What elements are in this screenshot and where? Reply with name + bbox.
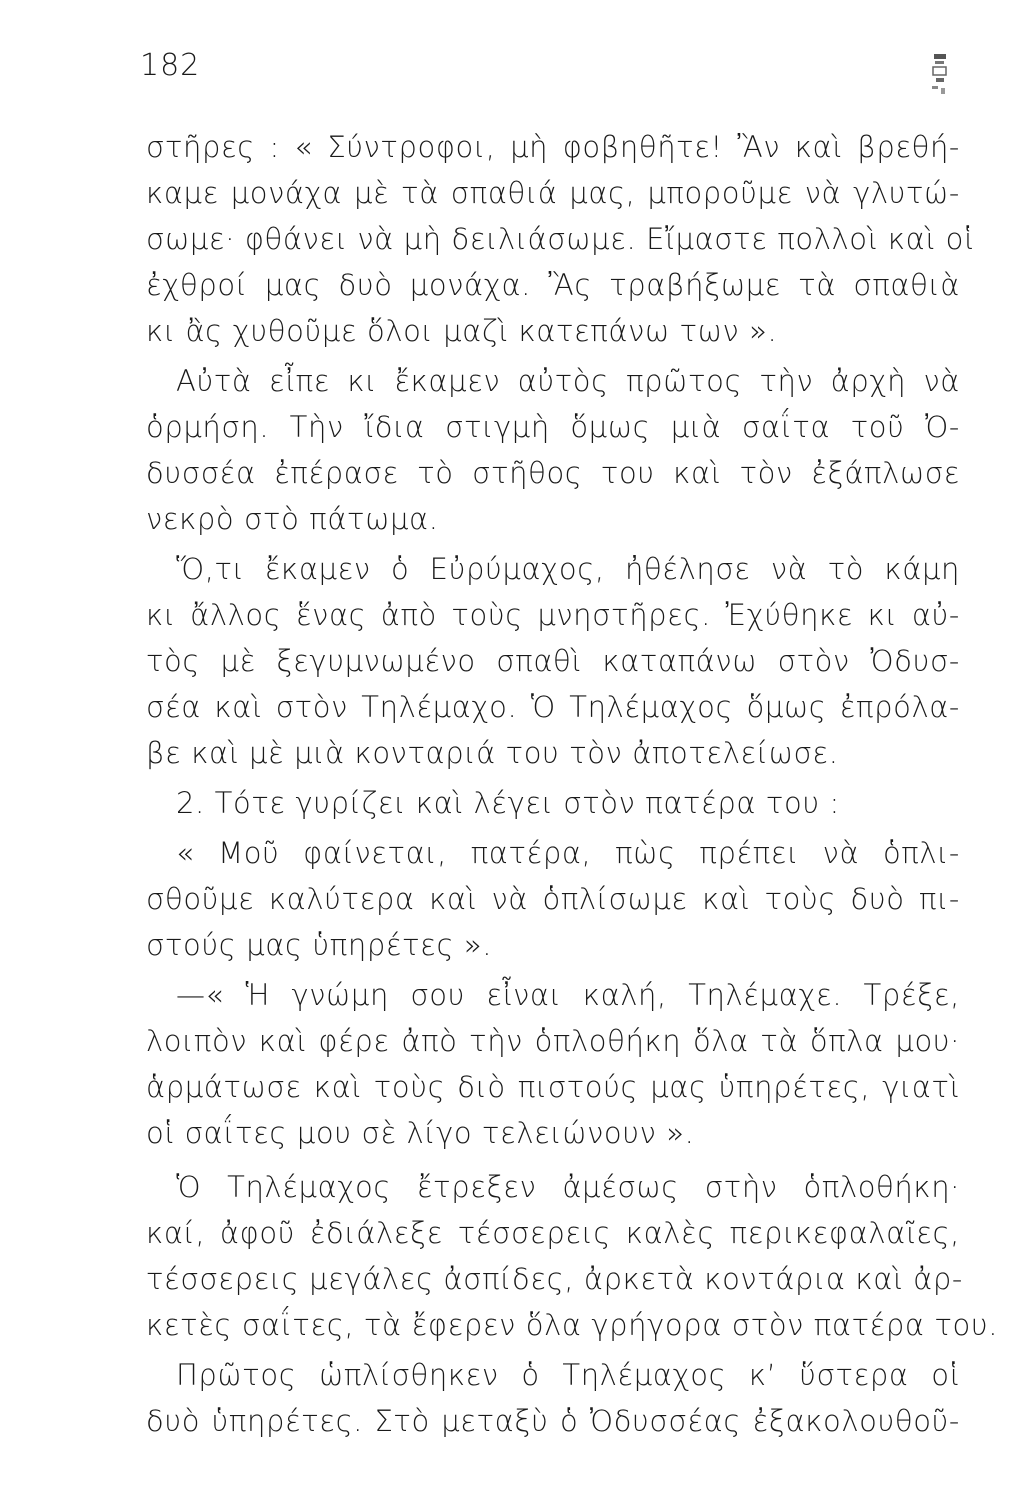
text-line: ὁρμήση. Τὴν ἴδια στιγμὴ ὅμως μιὰ σαΐτα τοῦ Ὀ- (146, 410, 960, 444)
text-line: ἁρμάτωσε καὶ τοὺς διὸ πιστούς μας ὑπηρέτες, γιατὶ (146, 1070, 960, 1104)
text-line: οἱ σαΐτες μου σὲ λίγο τελειώνουν ». (146, 1116, 695, 1150)
text-line: κι ἂς χυθοῦμε ὅλοι μαζὶ κατεπάνω των ». (146, 314, 778, 348)
text-line: καμε μονάχα μὲ τὰ σπαθιά μας, μποροῦμε νὰ γλυτώ- (146, 176, 960, 210)
text-line: δυσσέα ἐπέρασε τὸ στῆθος του καὶ τὸν ἐξάπλωσε (146, 456, 960, 490)
body-text (146, 124, 999, 1444)
paragraph-first-line: —« Ἡ γνώμη σου εἶναι καλή, Τηλέμαχε. Τρέξε, (176, 978, 960, 1012)
text-line: λοιπὸν καὶ φέρε ἀπὸ τὴν ὁπλοθήκη ὅλα τὰ ὅπλα μου· (146, 1024, 960, 1058)
text-line: τὸς μὲ ξεγυμνωμένο σπαθὶ καταπάνω στὸν Ὀδυσ- (146, 644, 960, 678)
text-line: καί, ἀφοῦ ἐδιάλεξε τέσσερεις καλὲς περικεφαλαῖες, (146, 1216, 960, 1250)
text-line: σθοῦμε καλύτερα καὶ νὰ ὁπλίσωμε καὶ τοὺς δυὸ πι- (146, 882, 960, 916)
paragraph-first-line: Πρῶτος ὡπλίσθηκεν ὁ Τηλέμαχος κ’ ὕστερα οἱ (176, 1358, 960, 1392)
scan-mark-icon (928, 52, 948, 108)
text-line: ἐχθροί μας δυὸ μονάχα. Ἂς τραβήξωμε τὰ σπαθιὰ (146, 268, 960, 302)
text-line: βε καὶ μὲ μιὰ κονταριά του τὸν ἀποτελείωσε. (146, 736, 839, 770)
paragraph-first-line: Ὁ Τηλέμαχος ἔτρεξεν ἀμέσως στὴν ὁπλοθήκη· (176, 1170, 960, 1204)
text-line: νεκρὸ στὸ πάτωμα. (146, 502, 439, 536)
text-line: κι ἄλλος ἕνας ἀπὸ τοὺς μνηστῆρες. Ἐχύθηκε κι αὐ- (146, 598, 960, 632)
paragraph-first-line: Ὅ,τι ἔκαμεν ὁ Εὐρύμαχος, ἠθέλησε νὰ τὸ κάμη (176, 552, 960, 586)
text-line: σέα καὶ στὸν Τηλέμαχο. Ὁ Τηλέμαχος ὅμως ἐπρόλα- (146, 690, 960, 724)
paragraph-first-line: 2. Τότε γυρίζει καὶ λέγει στὸν πατέρα του : (176, 786, 840, 820)
text-line: τέσσερεις μεγάλες ἀσπίδες, ἀρκετὰ κοντάρια καὶ ἀρ- (146, 1262, 963, 1296)
text-line: κετὲς σαΐτες, τὰ ἔφερεν ὅλα γρήγορα στὸν πατέρα του. (146, 1308, 999, 1342)
text-line: στῆρες : « Σύντροφοι, μὴ φοβηθῆτε! Ἂν καὶ βρεθή- (146, 130, 960, 164)
paragraph-first-line: Αὐτὰ εἶπε κι ἔκαμεν αὐτὸς πρῶτος τὴν ἀρχὴ νὰ (176, 364, 960, 398)
text-line: δυὸ ὑπηρέτες. Στὸ μεταξὺ ὁ Ὀδυσσέας ἐξακολουθοῦ- (146, 1404, 960, 1438)
text-line: στούς μας ὑπηρέτες ». (146, 928, 493, 962)
paragraph-first-line: « Μοῦ φαίνεται, πατέρα, πὼς πρέπει νὰ ὁπλι- (176, 836, 960, 870)
text-line: σωμε· φθάνει νὰ μὴ δειλιάσωμε. Εἴμαστε πολλοὶ καὶ οἱ (146, 222, 975, 256)
page-number: 182 (140, 48, 201, 83)
